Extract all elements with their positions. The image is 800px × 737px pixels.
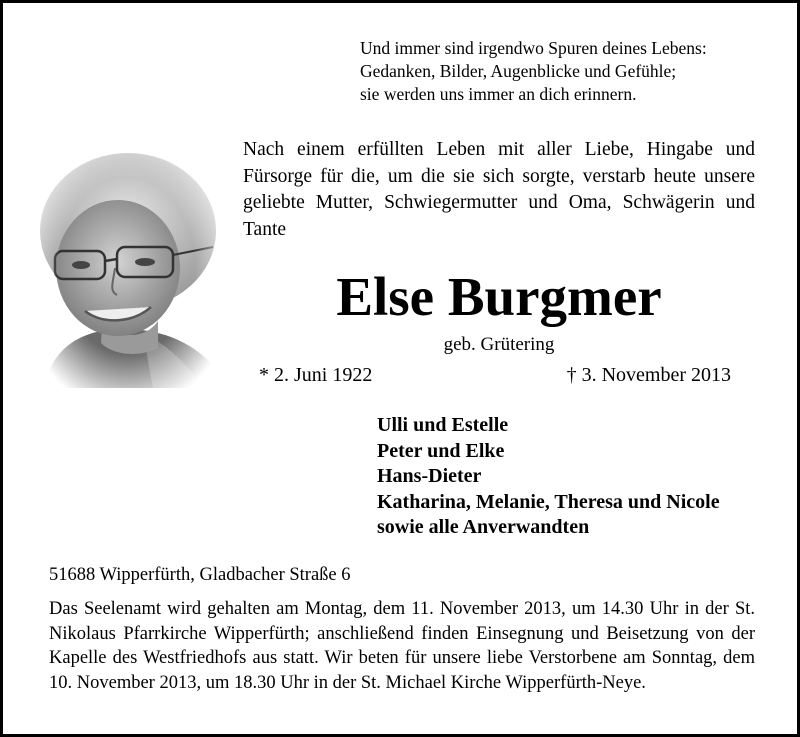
address-line: 51688 Wipperfürth, Gladbacher Straße 6 (49, 565, 351, 585)
birth-date: * 2. Juni 1922 (259, 364, 373, 386)
family-list (377, 413, 720, 541)
quote-line: sie werden uns immer an dich erinnern. (360, 84, 637, 104)
memorial-quote (360, 37, 780, 106)
deceased-name: Else Burgmer (336, 266, 662, 327)
maiden-name: geb. Grütering (443, 334, 555, 355)
intro-text: Nach einem erfüllten Leben mit aller Liebe, Hingabe und Fürsorge für die, um die sie sich sorgte, verstarb heute unsere geliebte Mutter, Schwiegermutter und Oma, Schwägerin und Tante (243, 139, 755, 240)
death-date: † 3. November 2013 (566, 364, 731, 386)
quote-line: Und immer sind irgendwo Spuren deines Lebens: (360, 38, 707, 58)
portrait-photo (33, 143, 221, 388)
family-member: sowie alle Anverwandten (377, 516, 590, 538)
service-details: Das Seelenamt wird gehalten am Montag, dem 11. November 2013, um 14.30 Uhr in der St. Nikolaus Pfarrkirche Wipperfürth; anschließend finden Einsegnung und Beisetzung von der Kapelle des Westfriedhofs aus statt. Wir beten für unsere liebe Verstorbene am Sonntag, dem 10. November 2013, um 18.30 Uhr in der St. Michael Kirche Wipperfürth-Neye. (49, 599, 755, 693)
portrait-image (33, 143, 221, 388)
family-member: Katharina, Melanie, Theresa und Nicole (377, 490, 720, 513)
family-member: Hans-Dieter (377, 465, 482, 487)
family-member: Ulli und Estelle (377, 414, 509, 436)
quote-line: Gedanken, Bilder, Augenblicke und Gefühle; (360, 61, 677, 81)
family-member: Peter und Elke (377, 439, 505, 462)
